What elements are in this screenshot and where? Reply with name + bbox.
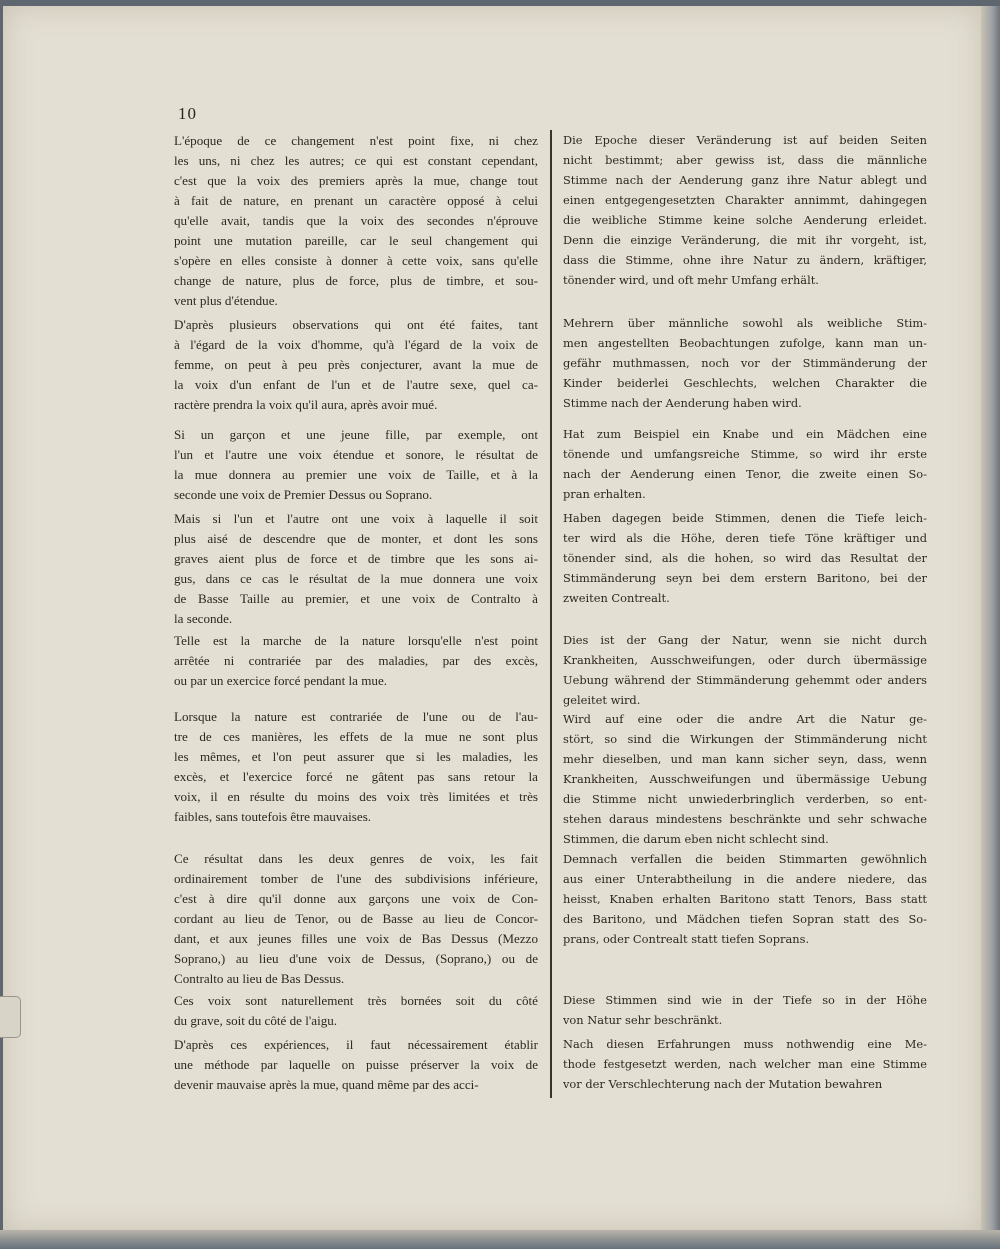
french-text-line: Telle est la marche de la nature lorsqu'elle n'est point: [174, 633, 538, 648]
french-text-line: c'est à dire qu'il donne aux garçons une voix de Con-: [174, 890, 538, 906]
german-text-line: des Baritono, und Mädchen tiefen Sopran statt des So-: [563, 911, 927, 926]
french-text-line: c'est que la voix des premiers après la mue, change tout: [174, 172, 538, 188]
german-text-line: Wird auf eine oder die andre Art die Natur ge-: [563, 712, 927, 726]
german-text-line: Die Epoche dieser Veränderung ist auf beiden Seiten: [563, 133, 927, 147]
french-text-line: ou par un exercice forcé pendant la mue.: [174, 672, 388, 688]
french-text-line: cordant au lieu de Tenor, ou de Basse au lieu de Concor-: [174, 910, 538, 926]
french-paragraph: [174, 707, 538, 827]
french-text-line: tre de ces manières, les effets de la mue ne sont plus: [174, 728, 538, 744]
french-text-line: ordinairement tomber de l'une des subdivisions inférieure,: [174, 870, 538, 886]
german-text-line: Stimmen, die darum eben nicht schlecht sind.: [563, 831, 829, 846]
french-text-line: à l'égard de la voix d'homme, qu'à l'égard de la voix de: [174, 336, 538, 352]
french-text-line: change de nature, plus de force, plus de timbre, et sou-: [174, 272, 538, 288]
german-paragraph: [563, 509, 927, 609]
german-text-line: vor der Verschlechterung nach der Mutation bewahren: [563, 1076, 883, 1091]
french-text-line: du grave, soit du côté de l'aigu.: [174, 1012, 338, 1028]
french-text-line: vent plus d'étendue.: [174, 292, 278, 308]
german-text-line: nach der Aenderung einen Tenor, die zweite einen So-: [563, 466, 927, 481]
french-text-line: point une mutation pareille, car le seul changement qui: [174, 232, 538, 248]
german-text-line: prans, oder Contrealt statt tiefen Soprans.: [563, 931, 810, 946]
german-text-line: Stimme nach der Aenderung ganz ihre Natur ablegt und: [563, 172, 927, 187]
french-text-line: qu'elle avait, tandis que la voix des secondes n'éprouve: [174, 212, 538, 228]
german-text-line: Denn die einzige Veränderung, die mit ihr vorgeht, ist,: [563, 232, 927, 247]
french-text-line: excès, et l'exercice forcé ne gâtent pas sans retour la: [174, 768, 538, 784]
column-divider: [550, 130, 552, 1098]
french-text-line: à fait de nature, en prenant un caractère opposé à celui: [174, 192, 538, 208]
french-text-line: dant, et aux jeunes filles une voix de Bas Dessus (Mezzo: [174, 930, 538, 946]
french-text-line: arrêtée ni contrariée par des maladies, par des excès,: [174, 652, 538, 668]
french-text-line: graves aient plus de force et de timbre que les sons ai-: [174, 550, 538, 566]
german-text-line: gefähr muthmassen, noch vor der Stimmänderung der: [563, 355, 927, 370]
french-text-line: s'opère en elles consiste à donner à cette voix, sans qu'elle: [174, 252, 538, 268]
german-text-line: ter wird als die Höhe, deren tiefe Töne kräftiger und: [563, 530, 927, 545]
german-text-line: Demnach verfallen die beiden Stimmarten gewöhnlich: [563, 852, 927, 866]
german-text-line: Diese Stimmen sind wie in der Tiefe so in der Höhe: [563, 993, 927, 1007]
german-text-line: stehen daraus mindestens beschränkte und sehr schwache: [563, 811, 927, 826]
french-paragraph: [174, 849, 538, 989]
german-text-line: pran erhalten.: [563, 486, 646, 501]
german-text-line: tönender sind, als die hohen, so wird das Resultat der: [563, 550, 927, 565]
german-text-line: Hat zum Beispiel ein Knabe und ein Mädchen eine: [563, 427, 927, 441]
french-text-line: voix, il en résulte du moins des voix très limitées et très: [174, 788, 538, 804]
french-paragraph: [174, 509, 538, 629]
page-edge-right: [981, 6, 1000, 1230]
german-text-line: Kinder beiderlei Geschlechts, welchen Charakter die: [563, 375, 927, 390]
german-text-line: tönende und umfangsreiche Stimme, so wird ihr erste: [563, 446, 927, 461]
german-text-line: aus einer Unterabtheilung in die andere niedere, das: [563, 871, 927, 886]
german-text-line: geleitet wird.: [563, 692, 641, 707]
french-text-line: la seconde.: [174, 610, 233, 626]
bookmark-tab: [0, 996, 21, 1038]
french-paragraph: [174, 1035, 538, 1095]
french-text-line: une méthode par laquelle on puisse préserver la voix de: [174, 1056, 538, 1072]
page-number: 10: [178, 104, 197, 123]
french-text-line: D'après ces expériences, il faut nécessairement établir: [174, 1037, 538, 1052]
french-paragraph: [174, 131, 538, 311]
french-text-line: Si un garçon et une jeune fille, par exemple, ont: [174, 427, 538, 442]
french-text-line: les mêmes, et l'on peut assurer que si les maladies, les: [174, 748, 538, 764]
german-paragraph: [563, 631, 927, 711]
german-paragraph: [563, 850, 927, 950]
french-paragraph: [174, 991, 538, 1031]
french-text-line: seconde une voix de Premier Dessus ou Soprano.: [174, 486, 433, 502]
german-text-line: men angestellten Beobachtungen zufolge, kann man un-: [563, 335, 927, 350]
german-text-line: dass die Stimme, ohne ihre Natur zu ändern, kräftiger,: [563, 252, 927, 267]
french-text-line: Mais si l'un et l'autre ont une voix à laquelle il soit: [174, 511, 538, 526]
french-text-line: L'époque de ce changement n'est point fixe, ni chez: [174, 133, 538, 148]
german-text-line: Krankheiten, Ausschweifungen, oder durch übermässige: [563, 652, 927, 667]
french-text-line: Ces voix sont naturellement très bornées soit du côté: [174, 993, 538, 1008]
german-text-line: zweiten Contrealt.: [563, 590, 670, 605]
french-paragraph: [174, 315, 538, 415]
german-text-line: die weibliche Stimme keine solche Aenderung erleidet.: [563, 212, 927, 227]
german-text-line: nicht bestimmt; aber gewiss ist, dass die männliche: [563, 152, 927, 167]
german-paragraph: [563, 991, 927, 1031]
french-text-line: l'un et l'autre une voix étendue et sonore, le résultat de: [174, 446, 538, 462]
french-text-line: femme, on peut à peu près conjecturer, avant la mue de: [174, 356, 538, 372]
german-text-line: Stimmänderung seyn bei dem erstern Baritono, bei der: [563, 570, 927, 585]
french-text-line: ractère prendra la voix qu'il aura, après avoir mué.: [174, 396, 438, 412]
german-text-line: Dies ist der Gang der Natur, wenn sie nicht durch: [563, 633, 927, 647]
german-paragraph: [563, 1035, 927, 1095]
german-paragraph: [563, 131, 927, 291]
german-text-line: Haben dagegen beide Stimmen, denen die Tiefe leich-: [563, 511, 927, 525]
french-text-line: Soprano,) au lieu d'une voix de Dessus, (Soprano,) ou de: [174, 950, 538, 966]
french-text-line: de Basse Taille au premier, et une voix de Contralto à: [174, 590, 538, 606]
french-text-line: devenir mauvaise après la mue, quand même par des acci-: [174, 1076, 479, 1092]
german-text-line: Stimme nach der Aenderung haben wird.: [563, 395, 802, 410]
french-text-line: Contralto au lieu de Bas Dessus.: [174, 970, 345, 986]
french-paragraph: [174, 425, 538, 505]
french-text-line: Ce résultat dans les deux genres de voix, les fait: [174, 851, 538, 866]
page-edge-bottom: [0, 1230, 1000, 1249]
german-paragraph: [563, 710, 927, 850]
german-text-line: Uebung während der Stimmänderung gehemmt oder anders: [563, 672, 927, 687]
german-text-line: von Natur sehr beschränkt.: [563, 1012, 723, 1027]
french-text-line: gus, dans ce cas le résultat de la mue donnera une voix: [174, 570, 538, 586]
german-text-line: die Stimme nicht unwiederbringlich verderben, so ent-: [563, 791, 927, 806]
french-text-line: les uns, ni chez les autres; ce qui est constant cependant,: [174, 152, 538, 168]
german-text-line: Mehrern über männliche sowohl als weibliche Stim-: [563, 316, 927, 330]
french-paragraph: [174, 631, 538, 691]
german-text-line: thode festgesetzt werden, nach welcher man eine Stimme: [563, 1056, 927, 1071]
german-paragraph: [563, 425, 927, 505]
french-text-line: faibles, sans toutefois être mauvaises.: [174, 808, 372, 824]
french-text-line: plus aisé de descendre que de monter, et dont les sons: [174, 530, 538, 546]
french-text-line: Lorsque la nature est contrariée de l'une ou de l'au-: [174, 709, 538, 724]
german-text-line: mehr dieselben, und man kann sicher seyn, dass, wenn: [563, 751, 927, 766]
german-text-line: heisst, Knaben erhalten Baritono statt Tenors, Bass statt: [563, 891, 927, 906]
german-text-line: tönender wird, und oft mehr Umfang erhält.: [563, 272, 819, 287]
french-text-line: D'après plusieurs observations qui ont été faites, tant: [174, 317, 538, 332]
german-paragraph: [563, 314, 927, 414]
german-text-line: Krankheiten, Ausschweifungen und übermässige Uebung: [563, 771, 927, 786]
german-text-line: Nach diesen Erfahrungen muss nothwendig eine Me-: [563, 1037, 927, 1051]
french-text-line: la mue donnera au premier une voix de Taille, et à la: [174, 466, 538, 482]
french-text-line: la voix d'un enfant de l'un et de l'autre sexe, quel ca-: [174, 376, 538, 392]
german-text-line: einen entgegengesetzten Charakter annimmt, dahingegen: [563, 192, 927, 207]
german-text-line: stört, so sind die Wirkungen der Stimmänderung nicht: [563, 731, 927, 746]
